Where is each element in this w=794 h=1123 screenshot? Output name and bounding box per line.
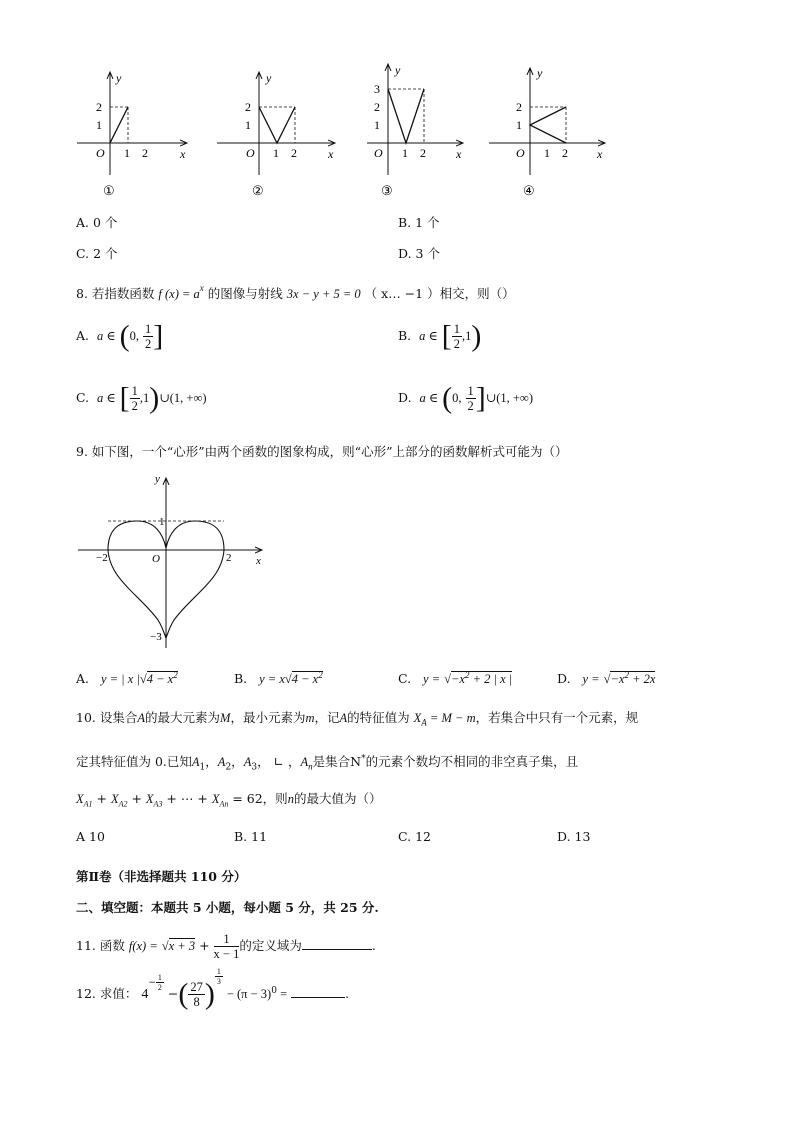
g1-origin: O <box>96 146 105 160</box>
g1-x2: 2 <box>142 146 148 160</box>
g1-y-label: y <box>116 71 122 85</box>
g2-y1: 1 <box>245 118 251 132</box>
g2-x-label: x <box>328 147 334 161</box>
g3-x2: 2 <box>420 146 426 160</box>
q9-stem: 9. 如下图，一个“心形”由两个函数的图象构成，则“心形”上部分的函数解析式可能为（） <box>76 444 568 459</box>
graph-4 <box>489 66 605 198</box>
heart-graph <box>70 470 270 650</box>
q7-option-d: D. 3 个 <box>398 246 440 261</box>
g2-origin: O <box>246 146 255 160</box>
q8-option-c: C. a ∈ [ $\frac{1}{2}$ ,1)∪(1, +∞) <box>76 381 207 415</box>
heart-x-left: −2 <box>96 552 108 564</box>
g3-x-label: x <box>456 147 462 161</box>
heart-x-label: x <box>256 555 261 567</box>
g4-y1: 1 <box>516 118 522 132</box>
g2-x1: 1 <box>273 146 279 160</box>
q10-option-c: C. 12 <box>398 829 431 844</box>
q10-option-b: B. 11 <box>234 829 268 844</box>
q10-line-2: 定其特征值为 0.已知$A_1$，$A_2$，$A_3$， ∟ ，$A_n$是集合N*的元素个数均不相同的非空真子集，且 <box>76 754 579 773</box>
q8-option-b: B. a ∈ [ $\frac{1}{2}$ ,1) <box>398 319 482 353</box>
g4-y-label: y <box>537 66 543 80</box>
g2-y2: 2 <box>245 100 251 114</box>
q8-stem: 8. 若指数函数 f $(x) = a^x$ 的图像与射线 3x − y + 5 = 0 （ x… −1 ）相交，则（） <box>76 283 515 302</box>
q10-line-3: $X_{A1} + X_{A2} + X_{A3}$ + ⋯ + $X_{An} = 62$，则n的最大值为（） <box>76 791 382 809</box>
g1-y2: 2 <box>96 100 102 114</box>
heart-origin: O <box>152 553 160 565</box>
g1-label: ① <box>103 183 115 198</box>
heart-y1: 1 <box>159 516 165 528</box>
q8-option-d: D. a ∈ (0, $\frac{1}{2}$ ]∪(1, +∞) <box>398 381 534 415</box>
q9-option-d: D. $y = √-x^2 + 2x$ <box>557 670 656 687</box>
g3-label: ③ <box>381 183 393 198</box>
heart-x-right: 2 <box>226 552 232 564</box>
q10-option-a: A 10 <box>76 829 105 844</box>
q12: 12. 求值： $4^{- \frac{1}{2}}$ −( $\frac{27}{8}$ ) $^{\frac{1}{3}}$ − $(\pi - 3)^0$ = . <box>76 966 350 1011</box>
q7-graphs <box>0 60 794 205</box>
section-title: 第Ⅱ卷（非选择题共 110 分） <box>76 869 247 884</box>
graph-2 <box>217 71 335 198</box>
g2-label: ② <box>252 183 264 198</box>
q7-option-c: C. 2 个 <box>76 246 118 261</box>
g3-y-label: y <box>395 63 401 77</box>
heart-y-bottom: −3 <box>150 631 162 643</box>
g3-y2: 2 <box>374 100 380 114</box>
g2-y-label: y <box>266 71 272 85</box>
q11-answer-blank[interactable] <box>302 937 372 950</box>
graph-1 <box>77 71 187 198</box>
g4-label: ④ <box>523 183 535 198</box>
g3-x1: 1 <box>402 146 408 160</box>
g1-y1: 1 <box>96 118 102 132</box>
g4-x-label: x <box>597 147 603 161</box>
q8-option-a: A. a ∈ (0, $\frac{1}{2}$ ] <box>76 319 164 353</box>
g4-y2: 2 <box>516 100 522 114</box>
q11: 11. 函数 f(x) = √x + 3 + $\frac{1}{x - 1}$ 的定义域为 . <box>76 932 376 961</box>
g2-x2: 2 <box>291 146 297 160</box>
g3-origin: O <box>374 146 383 160</box>
q10-line-1: 10. 设集合A的最大元素为M，最小元素为m，记A的特征值为 $X_A = M - m$，若集合中只有一个元素，规 <box>76 710 639 728</box>
section-heading: 二、填空题：本题共 5 小题，每小题 5 分，共 25 分. <box>76 900 379 915</box>
q9-option-b: B. $y = x√4 - x^2$ <box>234 670 323 687</box>
g3-y3: 3 <box>374 82 380 96</box>
g3-y1: 1 <box>374 118 380 132</box>
q12-answer-blank[interactable] <box>291 985 345 998</box>
g1-x1: 1 <box>124 146 130 160</box>
g1-x-label: x <box>180 147 186 161</box>
graph-3 <box>367 63 463 198</box>
g4-x1: 1 <box>544 146 550 160</box>
heart-y-label: y <box>155 473 160 485</box>
g4-origin: O <box>516 146 525 160</box>
g4-x2: 2 <box>562 146 568 160</box>
q7-option-a: A. 0 个 <box>76 215 118 230</box>
q10-option-d: D. 13 <box>557 829 591 844</box>
q9-option-a: A. y = | x $|√4 - x^2$ <box>76 670 178 687</box>
q7-option-b: B. 1 个 <box>398 215 440 230</box>
q9-option-c: C. $y = √-x^2 + 2$ | x | <box>398 670 513 687</box>
